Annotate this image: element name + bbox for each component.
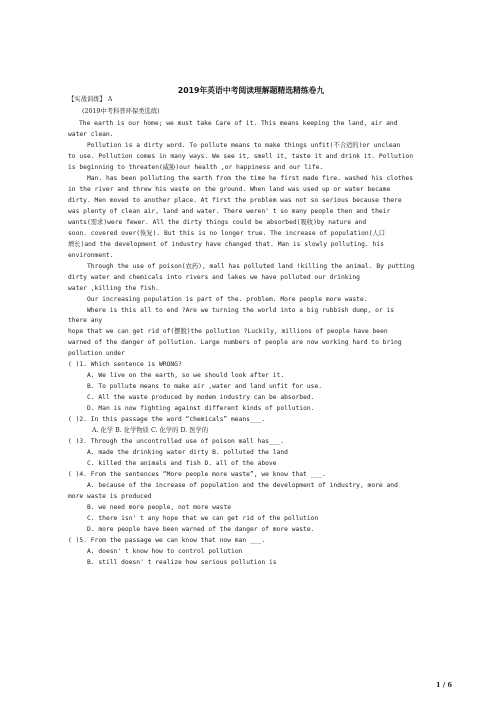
- passage-line: 【实战训练】 A: [68, 96, 113, 103]
- question-line: D. Man is now fighting against different kinds of pollution.: [87, 405, 315, 412]
- question-line: A. made the drinking water dirty B. polluted the land: [87, 449, 288, 456]
- question-line: ( )3. Through the uncontrolled use of poison mall has___.: [68, 438, 285, 445]
- passage-line: water ,killing the fish.: [68, 285, 159, 292]
- passage-line: soon. covered over(恢复). But this is no longer true. The increase of population(人口: [68, 230, 386, 237]
- question-line: C. killed the animals and fish D. all of the above: [87, 460, 277, 467]
- passage-line: to use. Pollution comes in many ways. We see it, smell it, taste it and drink it. Pollution: [68, 153, 413, 160]
- question-line: A. We live on the earth, so we should look after it.: [87, 372, 285, 379]
- question-line: C. All the waste produced by modem industry can be absorbed.: [87, 394, 315, 401]
- passage-line: was plenty of clean air, land and water. There weren' t so many people then and their: [68, 208, 391, 215]
- passage-line: is beginning to threaten(威胁)our health ,or happiness and our life.: [68, 164, 324, 171]
- passage-line: Pollution is a dirty word. To pollute means to make things unfit(不合适的)or unclean: [87, 142, 401, 149]
- passage-line: The earth is our home; we must take Care of it. This means keeping the land, air and: [79, 120, 398, 127]
- passage-line: in the river and threw his waste on the ground. When land was used up or water became: [68, 186, 391, 193]
- passage-line: hope that we can get rid of(摆脱)the pollution ?Luckily, millions of people have been: [68, 328, 388, 335]
- passage-line: environment.: [68, 252, 114, 259]
- passage-line: 增长)and the development of industry have changed that. Man is slowly polluting. his: [68, 241, 384, 248]
- question-line: ( )1. Which sentence is WRONG?: [68, 361, 182, 368]
- page-number: 1 / 6: [436, 681, 452, 689]
- passage-line: warned of the danger of pollution. Large numbers of people are now working hard to bring: [68, 339, 402, 346]
- passage-line: dirty water and chemicals into rivers and lakes we have polluted our drinking: [68, 274, 360, 281]
- passage-line: (2019中考科普环保类选练): [82, 108, 160, 115]
- question-line: D. more people have been warned of the danger of more waste.: [87, 526, 315, 533]
- passage-line: Through the use of poison(农药), mall has polluted land !killing the animal. By putting: [87, 263, 415, 270]
- question-line: ( )2. In this passage the word “chemicals” means___.: [68, 416, 266, 423]
- question-line: A. 化学 B. 化学物质 C. 化学的 D. 医学的: [92, 427, 209, 434]
- passage-line: Where is this all to end ?Are we turning the world into a big rubbish dump, or is: [87, 307, 395, 314]
- passage-line: there any: [68, 317, 103, 324]
- question-line: B. still doesn' t realize how serious pollution is: [87, 559, 277, 566]
- passage-line: Man. has been polluting the earth from the time he first made fire. washed his clothes: [87, 175, 414, 182]
- passage-line: wants(需求)were fewer. All the dirty things could be absorbed(吸收)by nature and: [68, 219, 367, 226]
- question-line: A. because of the increase of population and the development of industry, more and: [87, 482, 398, 489]
- passage-line: dirty. Men moved to another place. At first the problem was not so serious because there: [68, 197, 402, 204]
- question-line: more waste is produced: [68, 493, 152, 500]
- passage-line: pollution under: [68, 350, 125, 357]
- question-line: ( )4. From the sentences “More people more waste”, we know that ___.: [68, 471, 326, 478]
- passage-line: Our increasing population is part of the. problem. More people more waste.: [87, 296, 368, 303]
- question-line: C. there isn' t any hope that we can get rid of the pollution: [87, 515, 319, 522]
- question-line: B. To pollute means to make air ,water and land unfit for use.: [87, 383, 323, 390]
- passage-line: water clean.: [68, 131, 114, 138]
- question-line: A. doesn' t know how to control pollution: [87, 548, 243, 555]
- question-line: ( )5. From the passage we can know that now man ___.: [68, 537, 266, 544]
- document-title: 2019年英语中考阅读理解题精选精练卷九: [177, 86, 325, 95]
- question-line: B. we need more people, not more waste: [87, 504, 232, 511]
